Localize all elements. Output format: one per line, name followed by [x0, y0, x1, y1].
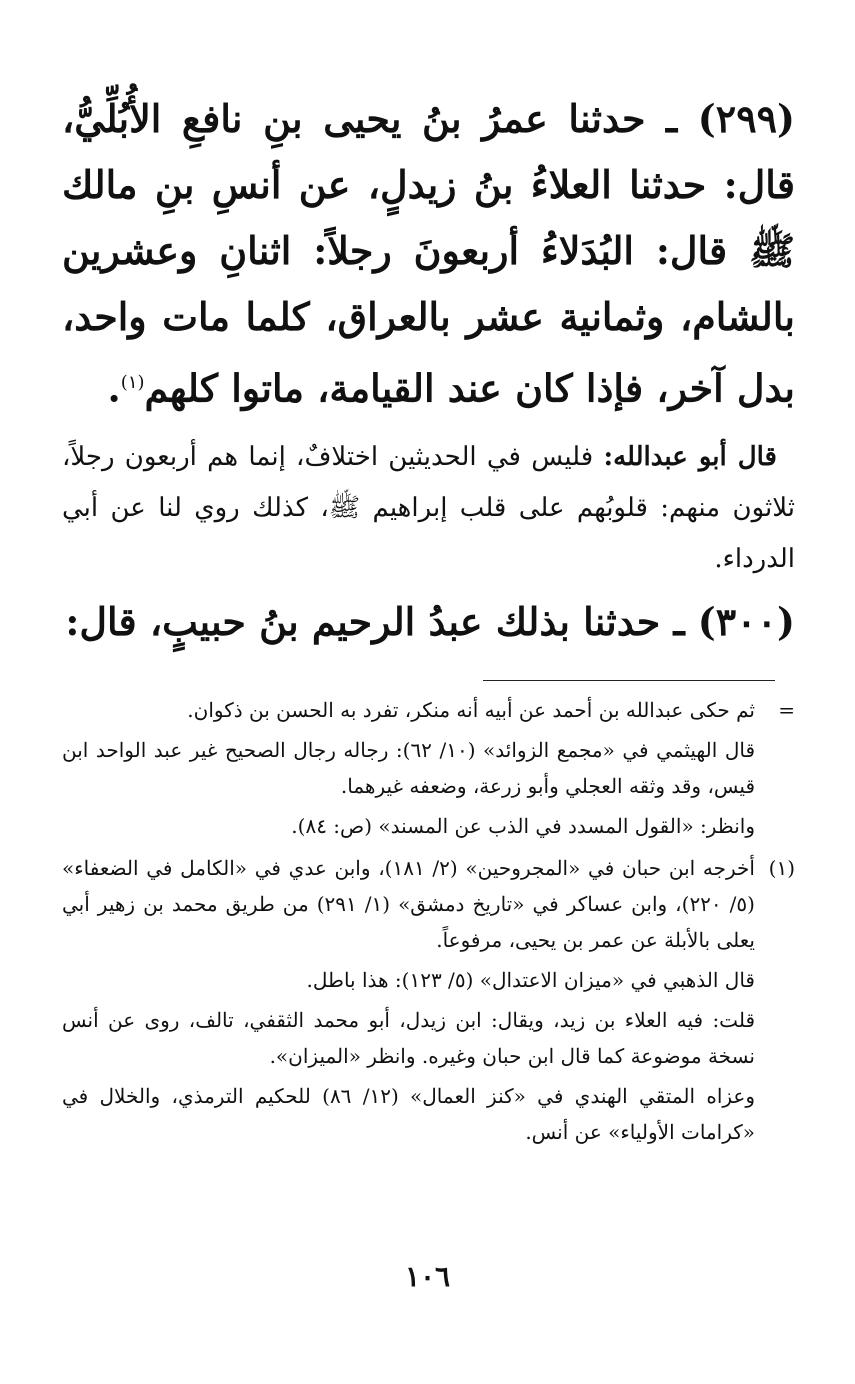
footnote-line: أخرجه ابن حبان في «المجروحين» (٢/ ١٨١)، وابن عدي في «الكامل في الضعفاء» (٥/ ٢٢٠)، وابن عساكر في «تاريخ دمشق» (١/ ٢٩١) من طريق محمد بن زهير أبي يعلى بالأبلة عن عمر بن يحيى، مرفوعاً. [62, 856, 755, 952]
footnote-marker: (١) [768, 856, 795, 880]
hadith-end: . [107, 365, 121, 411]
continuation-marker: = [778, 698, 795, 722]
footnote-line: ثم حكى عبدالله بن أحمد عن أبيه أنه منكر، تفرد به الحسن بن ذكوان. [187, 698, 755, 722]
hadith-number: (٣٠٠) ـ [673, 598, 795, 644]
hadith-300 [62, 589, 795, 655]
footnote-line: قلت: فيه العلاء بن زيد، ويقال: ابن زيدل، أبو محمد الثقفي، تالف، روى عن أنس نسخة موضوعة كما قال ابن حبان وغيره. وانظر «الميزان». [62, 1008, 755, 1068]
footnote-line: وانظر: «القول المسدد في الذب عن المسند» (ص: ٨٤). [291, 814, 755, 838]
footnote-line: وعزاه المتقي الهندي في «كنز العمال» (١٢/ ٨٦) للحكيم الترمذي، والخلال في «كرامات الأولياء» عن أنس. [62, 1084, 756, 1144]
hadith-299 [62, 86, 795, 422]
footnote-line: قال الهيثمي في «مجمع الزوائد» (١٠/ ٦٢): رجاله رجال الصحيح غير عبد الواحد ابن قيس، وقد وثقه العجلي وأبو زرعة، وضعفه غيرهما. [62, 738, 755, 798]
hadith-number: (٢٩٩) ـ [666, 96, 795, 141]
hadith-text: حدثنا بذلك عبدُ الرحيم بنُ حبيبٍ، قال: [65, 598, 661, 644]
page-number: ١٠٦ [404, 1260, 451, 1293]
footnote-1 [62, 850, 795, 1150]
author-comment [62, 432, 795, 585]
footnote-divider [483, 680, 775, 681]
main-text [62, 86, 795, 655]
comment-speaker: قال أبو عبدالله: [603, 441, 777, 472]
comment-text: فليس في الحديثين اختلافٌ، إنما هم أربعون رجلاً، ثلاثون منهم: قلوبُهم على قلب إبراهيم ﷺ، كذلك روي لنا عن أبي الدرداء. [62, 441, 795, 574]
footnotes [62, 692, 795, 1156]
footnote-reference[interactable]: (١) [120, 372, 145, 393]
footnote-continuation [62, 692, 795, 844]
hadith-text: حدثنا عمرُ بنُ يحيى بنِ نافعِ الأُبُلِّيُّ، قال: حدثنا العلاءُ بنُ زيدلٍ، عن أنسِ بنِ مالك ﷺ قال: البُدَلاءُ أربعونَ رجلاً: اثنانِ وعشرين بالشام، وثمانية عشر بالعراق، كلما مات واحد، بدل آخر، فإذا كان عند القيامة، ماتوا كلهم [62, 96, 795, 411]
footnote-line: قال الذهبي في «ميزان الاعتدال» (٥/ ١٢٣): هذا باطل. [306, 968, 755, 992]
